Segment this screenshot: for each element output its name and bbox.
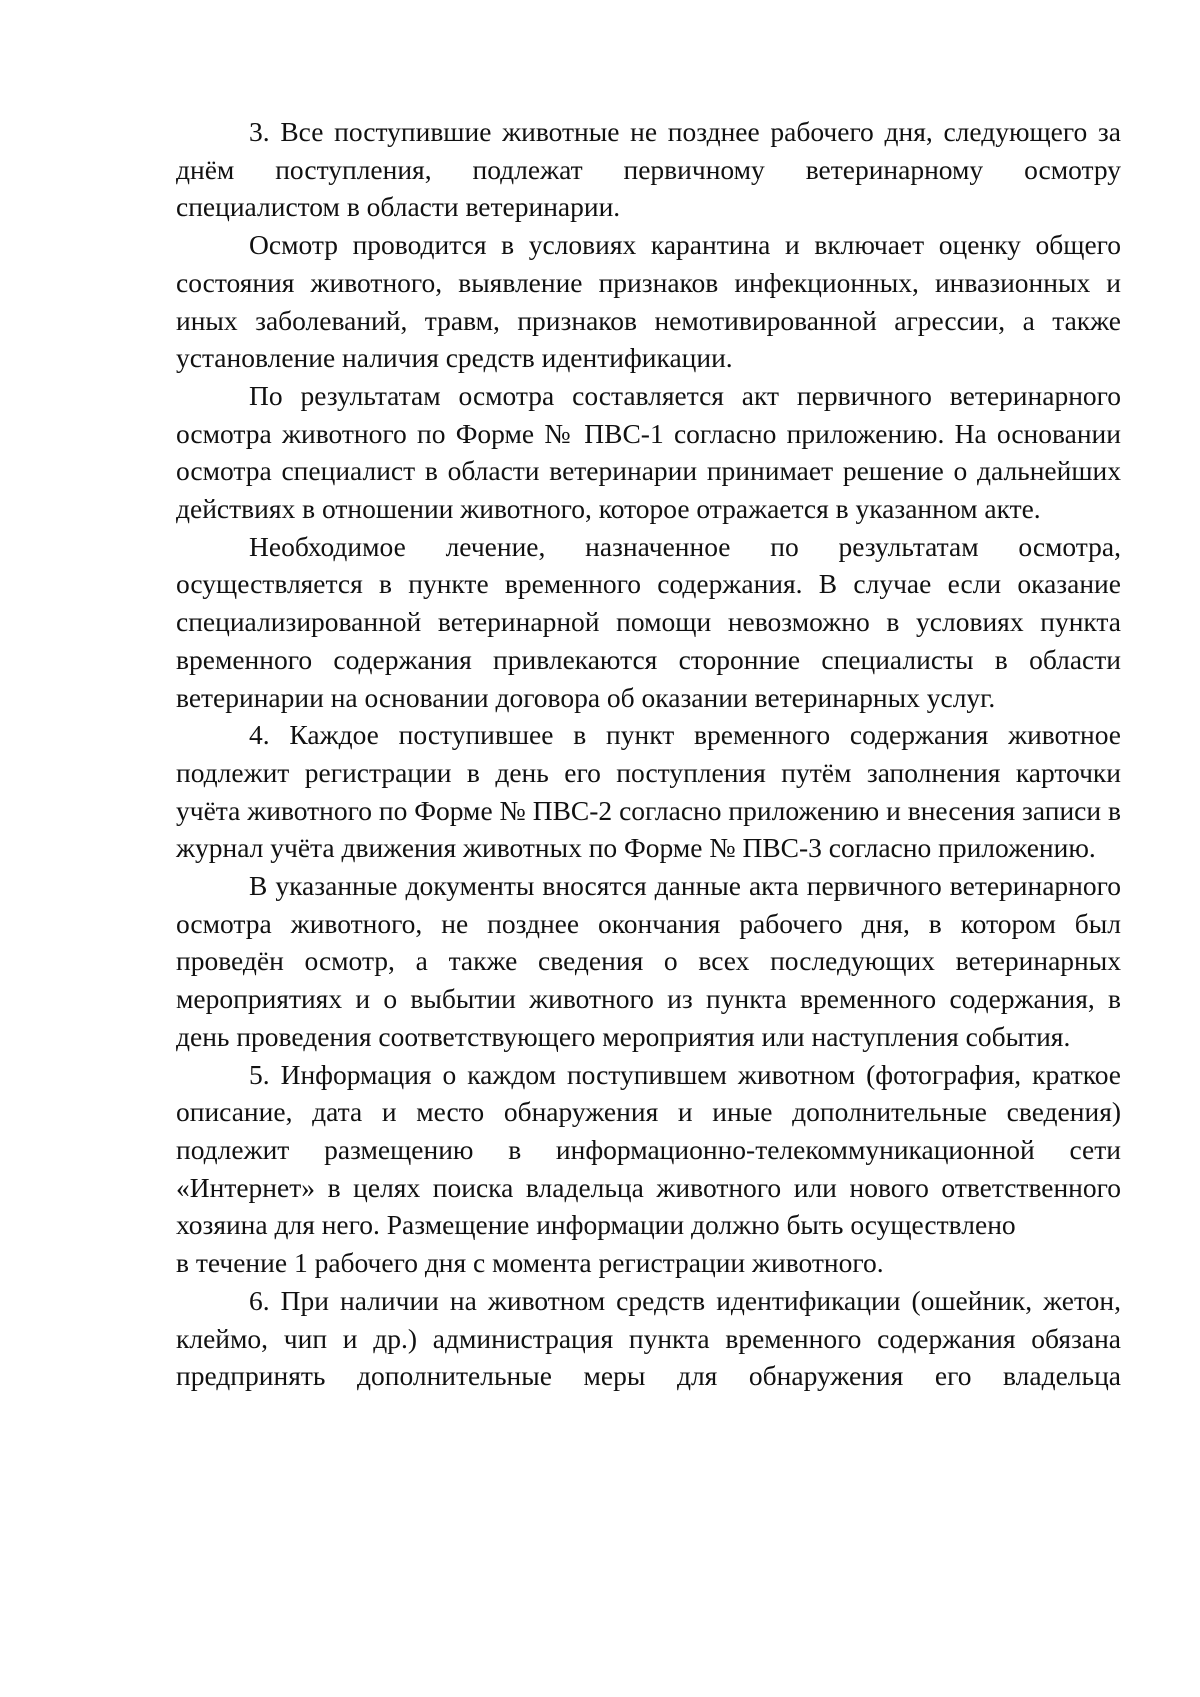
- paragraph-item-4-registration: 4. Каждое поступившее в пункт временного содержания животное подлежит регистрации в день его поступления путём заполнения карточки учёта животного по Форме № ПВС-2 согласно приложению и внесения записи в журнал учёта движения животных по Форме № ПВС-3 согласно приложению.: [176, 719, 1121, 864]
- paragraph-treatment: Необходимое лечение, назначенное по результатам осмотра, осуществляется в пункте временного содержания. В случае если оказание специализированной ветеринарной помощи невозможно в условиях пункта временного содержания привлекаются сторонние специалисты в области ветеринарии на основании договора об оказании ветеринарных услуг.: [176, 530, 1121, 713]
- paragraph-item-6-identification: 6. При наличии на животном средств идентификации (ошейник, жетон, клеймо, чип и др.) администрация пункта временного содержания обязана предпринять дополнительные меры для обнаружения его владельца: [176, 1284, 1121, 1392]
- paragraph-item-3-initial-exam: 3. Все поступившие животные не позднее рабочего дня, следующего за днём поступления, подлежат первичному ветеринарному осмотру специалистом в области ветеринарии.: [176, 116, 1121, 223]
- paragraph-exam-conditions: Осмотр проводится в условиях карантина и включает оценку общего состояния животного, выявление признаков инфекционных, инвазионных и иных заболеваний, травм, признаков немотивированной агрессии, а также установление наличия средств идентификации.: [176, 229, 1121, 374]
- document-body: [176, 113, 1121, 1395]
- paragraph-exam-act: По результатам осмотра составляется акт первичного ветеринарного осмотра животного по Форме № ПВС-1 согласно приложению. На основании осмотра специалист в области ветеринарии принимает решение о дальнейших действиях в отношении животного, которое отражается в указанном акте.: [176, 379, 1121, 525]
- paragraph-posting-deadline: в течение 1 рабочего дня с момента регистрации животного.: [176, 1247, 884, 1279]
- paragraph-item-5-internet-info: 5. Информация о каждом поступившем животном (фотография, краткое описание, дата и место обнаружения и иные дополнительные сведения) подлежит размещению в информационно-телекоммуникационной сети «Интернет» в целях поиска владельца животного или нового ответственного хозяина для него. Размещение информации должно быть осуществлено: [176, 1058, 1121, 1241]
- paragraph-documents-entry: В указанные документы вносятся данные акта первичного ветеринарного осмотра животного, не позднее окончания рабочего дня, в котором был проведён осмотр, а также сведения о всех последующих ветеринарных мероприятиях и о выбытии животного из пункта временного содержания, в день проведения соответствующего мероприятия или наступления события.: [176, 870, 1121, 1052]
